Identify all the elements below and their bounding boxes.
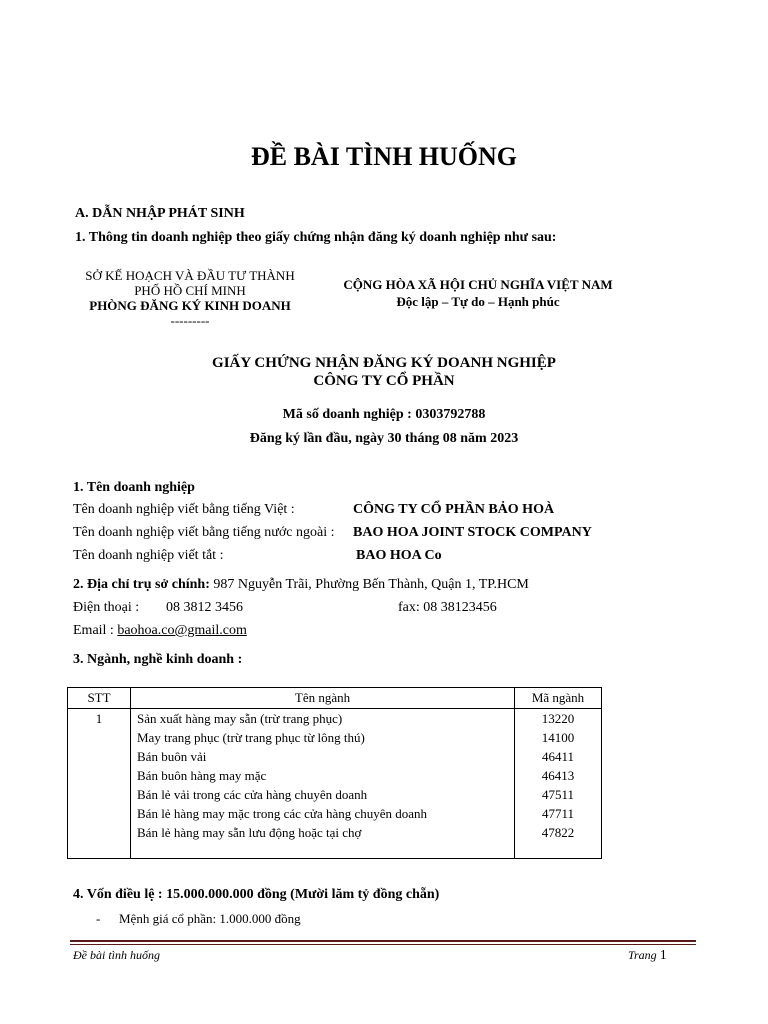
section4-heading: 4. Vốn điều lệ : 15.000.000.000 đồng (Mười lăm tỷ đồng chẵn) [73,887,440,902]
issuer-line2: PHỐ HỒ CHÍ MINH [134,283,246,298]
name-foreign-label: Tên doanh nghiệp viết bằng tiếng nước ngoài : [73,525,335,540]
business-name: Bán buôn vải [137,749,207,764]
tax-code: Mã số doanh nghiệp : 0303792788 [282,407,486,422]
name-vn-value: CÔNG TY CỔ PHẦN BẢO HOÀ [353,502,555,517]
issuer-line3: PHÒNG ĐĂNG KÝ KINH DOANH [89,298,291,313]
issuer-block [70,268,310,328]
bullet-dash: - [96,911,101,926]
page-title: ĐỀ BÀI TÌNH HUỐNG [250,142,518,171]
name-short-value: BAO HOA Co [356,548,442,563]
email-link[interactable]: baohoa.co@gmail.com [117,623,247,638]
business-name: Bán lẻ hàng may mặc trong các cửa hàng chuyên doanh [137,806,428,821]
phone-value: 08 3812 3456 [166,600,243,615]
name-foreign-value: BAO HOA JOINT STOCK COMPANY [353,525,592,540]
stt-value: 1 [95,711,103,726]
business-name: Bán lẻ vải trong các cửa hàng chuyên doanh [137,787,368,802]
certificate-subtitle: CÔNG TY CỔ PHẦN [313,373,455,389]
business-name: Bán lẻ hàng may sẵn lưu động hoặc tại chợ [137,825,362,840]
header-code: Mã ngành [515,688,602,709]
section3-heading: 3. Ngành, nghề kinh doanh : [73,652,243,667]
footer-rule-thick [70,940,696,942]
email-label: Email : [73,623,114,638]
address-value: 987 Nguyễn Trãi, Phường Bến Thành, Quận 1, TP.HCM [213,577,529,592]
cell-codes [515,709,602,859]
email-line [73,623,247,639]
header-name: Tên ngành [131,688,515,709]
business-code: 14100 [541,730,575,745]
item1-heading: 1. Thông tin doanh nghiệp theo giấy chứng nhận đăng ký doanh nghiệp như sau: [75,230,557,245]
registration-date: Đăng ký lần đầu, ngày 30 tháng 08 năm 2023 [249,431,519,446]
phone-label: Điện thoại : [73,600,140,615]
name-vn-label: Tên doanh nghiệp viết bằng tiếng Việt : [73,502,295,517]
header-stt: STT [68,688,131,709]
section2-heading: 2. Địa chỉ trụ sở chính: [73,577,210,592]
address-line [73,577,529,593]
business-lines-table [67,687,602,859]
certificate-title-block [0,354,768,390]
national-title: CỘNG HÒA XÃ HỘI CHỦ NGHĨA VIỆT NAM [343,277,613,292]
cell-names [131,709,515,859]
table-row [68,709,602,859]
cell-stt [68,709,131,859]
national-motto: Độc lập – Tự do – Hạnh phúc [396,294,560,309]
certificate-title: GIẤY CHỨNG NHẬN ĐĂNG KÝ DOANH NGHIỆP [212,355,556,371]
footer-rule-thin [70,944,696,945]
footer-page [628,948,667,964]
national-motto-block [318,276,638,310]
business-code: 46411 [541,749,575,764]
business-code: 47822 [541,825,575,840]
business-name: Sản xuất hàng may sẵn (trừ trang phục) [137,711,343,726]
business-code: 46413 [541,768,575,783]
section1-heading: 1. Tên doanh nghiệp [73,480,195,495]
table-header-row [68,688,602,709]
business-name: May trang phục (trừ trang phục từ lông thú) [137,730,365,745]
footer-page-number: 1 [659,948,667,963]
name-short-label: Tên doanh nghiệp viết tắt : [73,548,224,563]
business-code: 47711 [541,806,575,821]
footer-left: Đề bài tình huống [73,948,160,962]
business-code: 47511 [541,787,575,802]
section-a-heading: A. DẪN NHẬP PHÁT SINH [75,206,245,221]
par-value-bullet: Mệnh giá cổ phần: 1.000.000 đồng [119,911,301,926]
footer-page-label: Trang [628,948,657,962]
business-name: Bán buôn hàng may mặc [137,768,267,783]
business-code: 13220 [541,711,575,726]
fax-value: fax: 08 38123456 [398,600,497,615]
issuer-line1: SỞ KẾ HOẠCH VÀ ĐẦU TƯ THÀNH [85,268,295,283]
issuer-separator: --------- [170,313,210,328]
